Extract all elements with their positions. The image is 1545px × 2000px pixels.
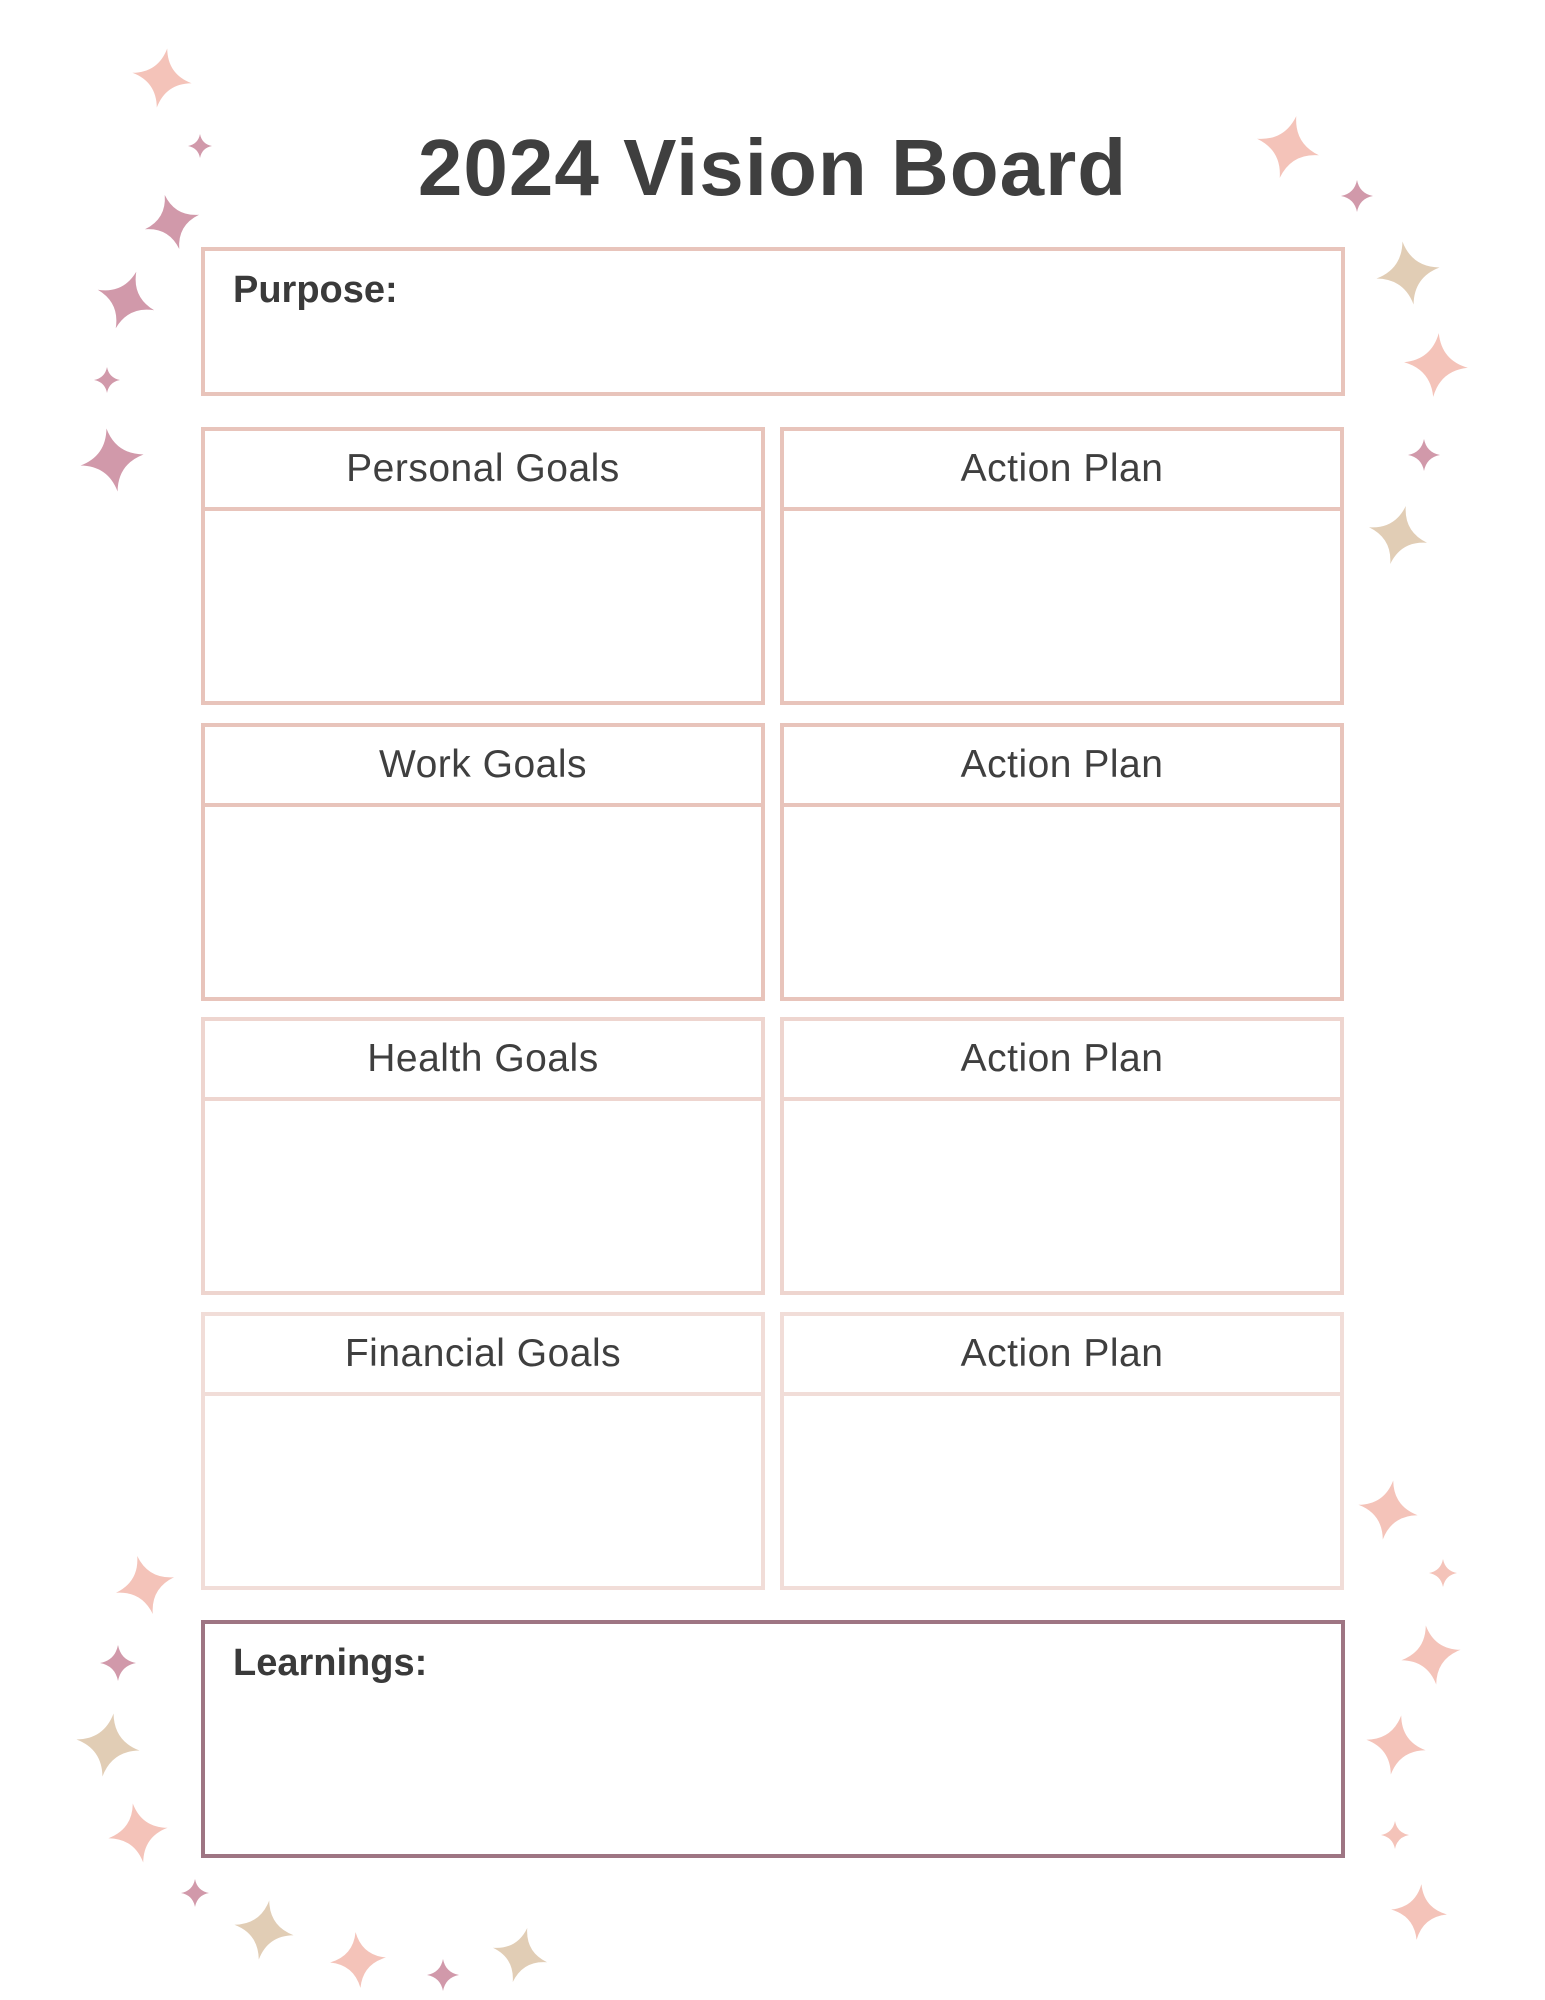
sparkle-icon: [127, 43, 197, 113]
sparkle-icon: [328, 1930, 389, 1991]
sparkle-icon: [1396, 1620, 1466, 1690]
sparkle-icon: [427, 1959, 459, 1991]
personal-goals-header: Personal Goals: [205, 431, 761, 511]
sparkle-icon: [1361, 498, 1434, 571]
work-goals-box[interactable]: [201, 723, 765, 1001]
financial-goals-area[interactable]: [205, 1396, 761, 1586]
page-title: 2024 Vision Board: [417, 123, 1128, 212]
sparkle-icon: [1381, 1821, 1409, 1849]
health-action-plan-area[interactable]: [784, 1101, 1340, 1291]
sparkle-icon: [103, 1798, 173, 1868]
work-action-plan-box[interactable]: [780, 723, 1344, 1001]
sparkle-icon: [88, 262, 165, 339]
sparkle-icon: [1429, 1559, 1457, 1587]
financial-action-plan-area[interactable]: [784, 1396, 1340, 1586]
health-action-plan-header: Action Plan: [784, 1021, 1340, 1101]
sparkle-icon: [108, 1548, 181, 1621]
sparkle-icon: [486, 1921, 555, 1990]
work-action-plan-header: Action Plan: [784, 727, 1340, 807]
work-goals-header: Work Goals: [205, 727, 761, 807]
personal-action-plan-box[interactable]: [780, 427, 1344, 705]
health-action-plan-box[interactable]: [780, 1017, 1344, 1295]
sparkle-icon: [1401, 330, 1470, 399]
sparkle-icon: [229, 1895, 299, 1965]
sparkle-icon: [94, 367, 120, 393]
purpose-label: Purpose:: [233, 269, 398, 311]
personal-goals-area[interactable]: [205, 511, 761, 701]
health-goals-area[interactable]: [205, 1101, 761, 1291]
health-goals-header: Health Goals: [205, 1021, 761, 1101]
health-goals-box[interactable]: [201, 1017, 765, 1295]
sparkle-icon: [1371, 236, 1445, 310]
personal-action-plan-area[interactable]: [784, 511, 1340, 701]
work-action-plan-area[interactable]: [784, 807, 1340, 997]
financial-action-plan-header: Action Plan: [784, 1316, 1340, 1396]
personal-goals-box[interactable]: [201, 427, 765, 705]
financial-goals-box[interactable]: [201, 1312, 765, 1590]
personal-action-plan-header: Action Plan: [784, 431, 1340, 511]
sparkle-icon: [71, 1708, 145, 1782]
financial-action-plan-box[interactable]: [780, 1312, 1344, 1590]
financial-goals-header: Financial Goals: [205, 1316, 761, 1396]
sparkle-icon: [1408, 439, 1440, 471]
learnings-box[interactable]: [201, 1620, 1345, 1858]
purpose-box[interactable]: [201, 247, 1345, 396]
sparkle-icon: [181, 1879, 209, 1907]
sparkle-icon: [1353, 1475, 1423, 1545]
learnings-label: Learnings:: [233, 1642, 428, 1684]
sparkle-icon: [75, 423, 149, 497]
sparkle-icon: [100, 1645, 136, 1681]
sparkle-icon: [1389, 1882, 1450, 1943]
sparkle-icon: [1361, 1710, 1431, 1780]
work-goals-area[interactable]: [205, 807, 761, 997]
